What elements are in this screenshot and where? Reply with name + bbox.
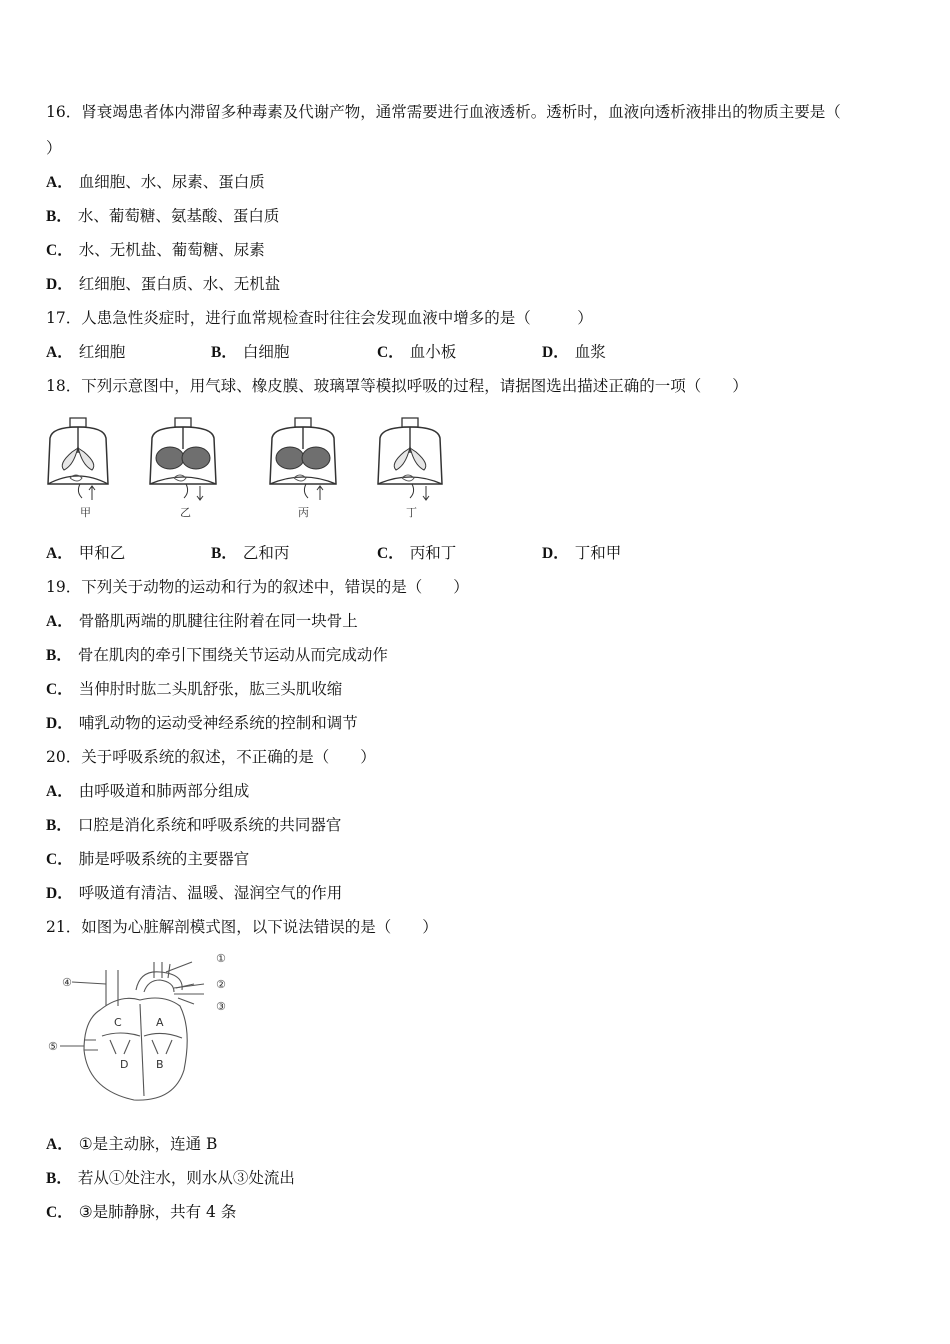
option-label: B．: [46, 208, 72, 225]
q19-stem: 19．下列关于动物的运动和行为的叙述中，错误的是（ ）: [46, 578, 469, 596]
option-label: C．: [46, 851, 73, 868]
caption-jia: 甲: [80, 506, 91, 519]
q16-option-d[interactable]: [46, 274, 280, 295]
option-label: D．: [542, 344, 569, 361]
option-label: A．: [46, 545, 73, 562]
option-text: 肺是呼吸系统的主要器官: [78, 850, 250, 868]
heart-diagram: [44, 950, 244, 1110]
q17-option-d[interactable]: [542, 342, 606, 363]
q17-options: [46, 342, 906, 362]
option-label: B．: [211, 344, 237, 361]
option-label: B．: [211, 545, 237, 562]
q21-stem: 21．如图为心脏解剖模式图，以下说法错误的是（ ）: [46, 918, 438, 936]
option-text: 哺乳动物的运动受神经系统的控制和调节: [78, 714, 358, 732]
q21-option-b[interactable]: [46, 1168, 295, 1189]
q19-option-b[interactable]: [46, 645, 388, 666]
q20-option-b[interactable]: [46, 815, 341, 836]
q16-option-b[interactable]: [46, 206, 279, 227]
option-label: C．: [46, 242, 73, 259]
option-text: 血浆: [574, 343, 606, 361]
option-label: C．: [377, 545, 404, 562]
option-text: 红细胞: [78, 343, 126, 361]
label-3: ③: [216, 1000, 226, 1013]
option-text: 丙和丁: [409, 544, 457, 562]
q17-option-b[interactable]: [211, 342, 289, 363]
q17-option-a[interactable]: [46, 342, 125, 363]
caption-yi: 乙: [180, 506, 191, 519]
q20-option-c[interactable]: [46, 849, 249, 870]
model-ding: [378, 418, 442, 519]
option-label: A．: [46, 344, 73, 361]
option-text: 若从①处注水，则水从③处流出: [77, 1169, 295, 1187]
q18-stem: 18．下列示意图中，用气球、橡皮膜、玻璃罩等模拟呼吸的过程，请据图选出描述正确的一项（ ）: [46, 377, 748, 395]
label-C: C: [114, 1016, 122, 1029]
q18-option-a[interactable]: [46, 543, 125, 564]
option-label: C．: [377, 344, 404, 361]
label-A: A: [156, 1016, 164, 1029]
q19-option-a[interactable]: [46, 611, 358, 632]
option-label: A．: [46, 174, 73, 191]
caption-bing: 丙: [298, 506, 309, 519]
q21-option-c[interactable]: [46, 1202, 236, 1223]
caption-ding: 丁: [406, 506, 417, 519]
label-1: ①: [216, 952, 226, 965]
q19-option-d[interactable]: [46, 713, 358, 734]
option-label: D．: [46, 715, 73, 732]
q16-stem-line2: ）: [46, 139, 62, 157]
option-label: D．: [46, 276, 73, 293]
model-jia: [48, 418, 108, 519]
option-label: B．: [46, 817, 72, 834]
option-label: D．: [46, 885, 73, 902]
option-text: 当伸肘时肱二头肌舒张，肱三头肌收缩: [78, 680, 343, 698]
q21-option-a[interactable]: [46, 1134, 217, 1155]
q18-option-b[interactable]: [211, 543, 289, 564]
option-text: 骨骼肌两端的肌腱往往附着在同一块骨上: [78, 612, 358, 630]
option-label: C．: [46, 1204, 73, 1221]
option-text: 血小板: [409, 343, 457, 361]
option-text: 由呼吸道和肺两部分组成: [78, 782, 250, 800]
option-text: ①是主动脉，连通 B: [78, 1135, 218, 1153]
model-yi: [150, 418, 216, 519]
heart-labels: [48, 952, 226, 1071]
q17-option-c[interactable]: [377, 342, 456, 363]
q16-option-c[interactable]: [46, 240, 265, 261]
option-text: ③是肺静脉，共有 4 条: [78, 1203, 237, 1221]
option-text: 丁和甲: [574, 544, 622, 562]
q20-stem: 20．关于呼吸系统的叙述，不正确的是（ ）: [46, 748, 376, 766]
option-label: C．: [46, 681, 73, 698]
option-text: 白细胞: [242, 343, 290, 361]
option-label: A．: [46, 783, 73, 800]
q20-option-d[interactable]: [46, 883, 342, 904]
q16-stem-line1: 16．肾衰竭患者体内滞留多种毒素及代谢产物，通常需要进行血液透析。透析时，血液向透析液排出的物质主要是（: [46, 103, 841, 121]
label-2: ②: [216, 978, 226, 991]
option-text: 乙和丙: [242, 544, 290, 562]
q16-option-a[interactable]: [46, 172, 265, 193]
q19-option-c[interactable]: [46, 679, 342, 700]
option-text: 血细胞、水、尿素、蛋白质: [78, 173, 265, 191]
option-text: 口腔是消化系统和呼吸系统的共同器官: [77, 816, 342, 834]
label-5: ⑤: [48, 1040, 58, 1053]
model-bing: [270, 418, 336, 519]
q18-options: [46, 543, 906, 563]
option-text: 水、无机盐、葡萄糖、尿素: [78, 241, 265, 259]
q18-option-d[interactable]: [542, 543, 621, 564]
option-label: B．: [46, 647, 72, 664]
label-4: ④: [62, 976, 72, 989]
label-D: D: [120, 1058, 129, 1071]
option-text: 甲和乙: [78, 544, 126, 562]
option-label: A．: [46, 613, 73, 630]
option-label: A．: [46, 1136, 73, 1153]
q20-option-a[interactable]: [46, 781, 249, 802]
q18-option-c[interactable]: [377, 543, 456, 564]
breathing-model-figure: [40, 404, 460, 522]
option-text: 呼吸道有清洁、温暖、湿润空气的作用: [78, 884, 343, 902]
q17-stem: 17．人患急性炎症时，进行血常规检查时往往会发现血液中增多的是（ ）: [46, 309, 593, 327]
label-B: B: [156, 1058, 164, 1071]
option-label: B．: [46, 1170, 72, 1187]
option-text: 骨在肌肉的牵引下围绕关节运动从而完成动作: [77, 646, 388, 664]
option-text: 水、葡萄糖、氨基酸、蛋白质: [77, 207, 280, 225]
option-text: 红细胞、蛋白质、水、无机盐: [78, 275, 281, 293]
option-label: D．: [542, 545, 569, 562]
